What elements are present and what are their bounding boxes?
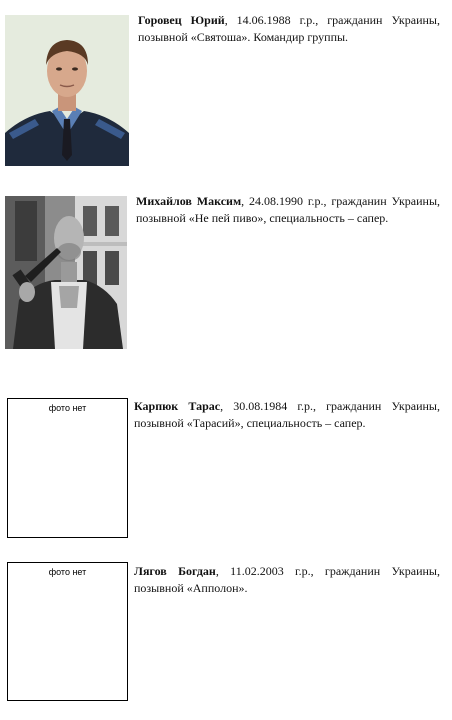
- no-photo-label: фото нет: [48, 567, 87, 577]
- person-description: [134, 563, 440, 597]
- person-details: , 24.08.1990 г.р., гражданин Украины, позывной «Не пей пиво», специальность – сапер.: [136, 194, 441, 225]
- person-name: Карпюк Тарас: [134, 399, 221, 413]
- photo-placeholder: [7, 398, 128, 538]
- person-name: Лягов Богдан: [134, 564, 216, 578]
- person-description: [134, 398, 440, 432]
- person-details: , 11.02.2003 г.р., гражданин Украины, позывной «Апполон».: [134, 564, 440, 595]
- photo-placeholder: [7, 562, 128, 701]
- person-name: Горовец Юрий: [138, 13, 225, 27]
- person-description: [136, 193, 440, 227]
- person-photo: [5, 15, 129, 166]
- person-name: Михайлов Максим: [136, 194, 242, 208]
- person-photo: [5, 196, 127, 349]
- no-photo-label: фото нет: [48, 403, 87, 413]
- person-description: [138, 12, 440, 46]
- person-details: , 30.08.1984 г.р., гражданин Украины, позывной «Тарасий», специальность – сапер.: [134, 399, 440, 430]
- person-details: , 14.06.1988 г.р., гражданин Украины, позывной «Святоша». Командир группы.: [138, 13, 440, 44]
